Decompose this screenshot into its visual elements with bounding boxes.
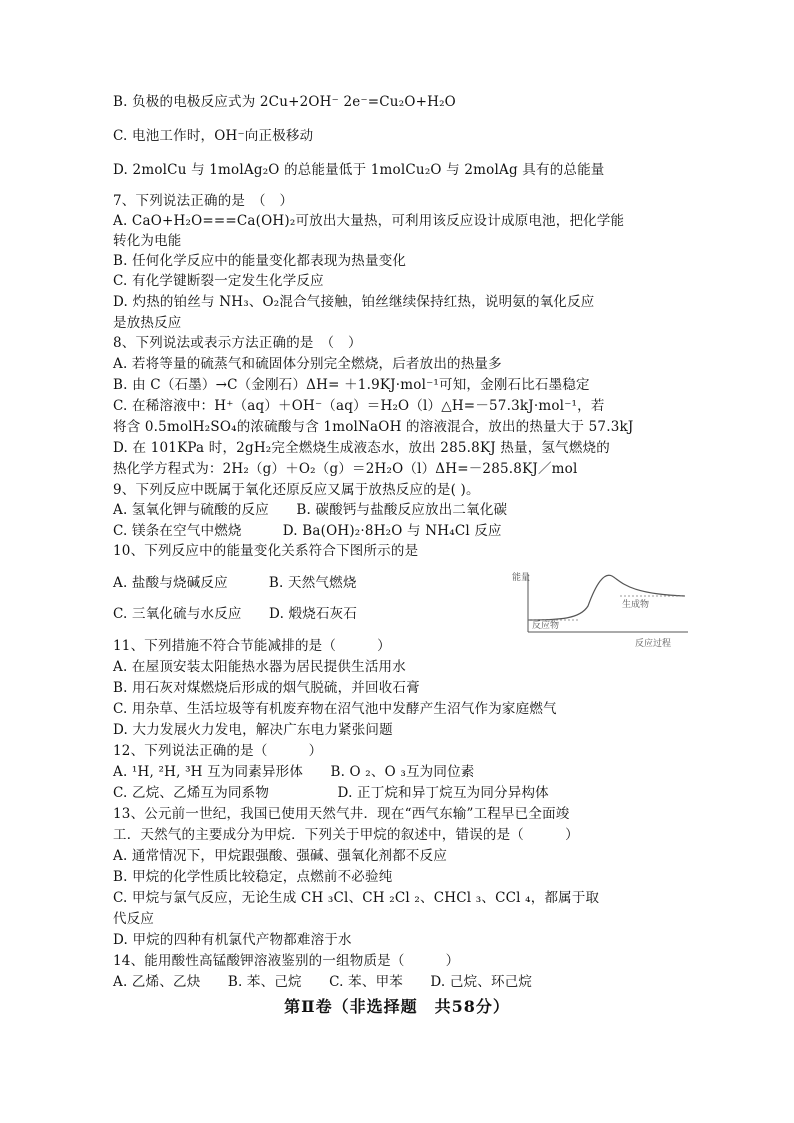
- q14-stem: 14、能用酸性高锰酸钾溶液鉴别的一组物质是（ ）: [113, 953, 460, 969]
- q14-options: A. 乙烯、乙炔 B. 苯、己烷 C. 苯、甲苯 D. 己烷、环己烷: [113, 974, 533, 990]
- q12-options-cd: C. 乙烷、乙烯互为同系物 D. 正丁烷和异丁烷互为同分异构体: [113, 785, 549, 801]
- q8-option-c-cont: 将含 0.5molH₂SO₄的浓硫酸与含 1molNaOH 的溶液混合，放出的热量大于 57.3kJ: [113, 419, 634, 435]
- q9-stem: 9、下列反应中既属于氧化还原反应又属于放热反应的是( )。: [113, 482, 480, 498]
- product-label: 生成物: [622, 600, 650, 610]
- q13-option-c: C. 甲烷与氯气反应，无论生成 CH ₃Cl、CH ₂Cl ₂、CHCl ₃、CCl ₄，都属于取: [113, 890, 600, 906]
- energy-curve: [528, 575, 685, 620]
- q9-options-ab: A. 氢氧化钾与硫酸的反应 B. 碳酸钙与盐酸反应放出二氧化碳: [113, 502, 508, 518]
- q11-option-b: B. 用石灰对煤燃烧后形成的烟气脱硫，并回收石膏: [113, 680, 420, 696]
- q7-option-a-cont: 转化为电能: [113, 233, 182, 249]
- q7-option-a: A. CaO+H₂O===Ca(OH)₂可放出大量热，可利用该反应设计成原电池，把化学能: [113, 213, 625, 229]
- q10-stem: 10、下列反应中的能量变化关系符合下图所示的是: [113, 543, 419, 559]
- q11-option-a: A. 在屋顶安装太阳能热水器为居民提供生活用水: [113, 659, 406, 675]
- q6-option-d: D. 2molCu 与 1molAg₂O 的总能量低于 1molCu₂O 与 2molAg 具有的总能量: [113, 162, 605, 178]
- q12-stem: 12、下列说法正确的是（ ）: [113, 743, 323, 759]
- q13-stem: 13、公元前一世纪，我国已使用天然气井．现在“西气东输”工程早已全面竣: [113, 806, 570, 822]
- q8-stem: 8、下列说法或表示方法正确的是 （ ）: [113, 335, 362, 351]
- q8-option-d-cont: 热化学方程式为：2H₂（g）＋O₂（g）＝2H₂O（l）ΔH=－285.8KJ／mol: [113, 461, 578, 477]
- q11-option-c: C. 用杂草、生活垃圾等有机废弃物在沼气池中发酵产生沼气作为家庭燃气: [113, 701, 557, 717]
- q13-option-c-cont: 代反应: [113, 911, 155, 927]
- q11-option-d: D. 大力发展火力发电，解决广东电力紧张问题: [113, 722, 393, 738]
- y-axis-label: 能量: [512, 573, 531, 583]
- reactant-label: 反应物: [532, 621, 560, 631]
- q13-stem-cont: 工．天然气的主要成分为甲烷．下列关于甲烷的叙述中，错误的是（ ）: [113, 827, 579, 843]
- q9-options-cd: C. 镁条在空气中燃烧 D. Ba(OH)₂·8H₂O 与 NH₄Cl 反应: [113, 523, 502, 539]
- q13-option-a: A. 通常情况下，甲烷跟强酸、强碱、强氧化剂都不反应: [113, 848, 448, 864]
- q8-option-c: C. 在稀溶液中：H⁺（aq）＋OH⁻（aq）＝H₂O（l）△H=－57.3kJ·mol⁻¹，若: [113, 398, 605, 414]
- q8-option-b: B. 由 C（石墨）→C（金刚石）ΔH= ＋1.9KJ·mol⁻¹可知，金刚石比石墨稳定: [113, 377, 590, 393]
- q7-option-c: C. 有化学键断裂一定发生化学反应: [113, 273, 324, 289]
- q6-option-b: B. 负极的电极反应式为 2Cu+2OH⁻ 2e⁻=Cu₂O+H₂O: [113, 94, 456, 110]
- q6-option-c: C. 电池工作时，OH⁻向正极移动: [113, 128, 314, 144]
- q8-option-d: D. 在 101KPa 时，2gH₂完全燃烧生成液态水，放出 285.8KJ 热量，氢气燃烧的: [113, 440, 610, 456]
- q13-option-d: D. 甲烷的四种有机氯代产物都难溶于水: [113, 932, 352, 948]
- q7-option-d-cont: 是放热反应: [113, 315, 182, 331]
- q7-option-d: D. 灼热的铂丝与 NH₃、O₂混合气接触，铂丝继续保持红热，说明氨的氧化反应: [113, 294, 595, 310]
- q13-option-b: B. 甲烷的化学性质比较稳定，点燃前不必验纯: [113, 869, 393, 885]
- q7-stem: 7、下列说法正确的是 （ ）: [113, 193, 294, 209]
- q10-options-cd: C. 三氧化硫与水反应 D. 煅烧石灰石: [113, 606, 358, 622]
- section-title: 第Ⅱ卷（非选择题 共58分）: [284, 997, 510, 1016]
- q12-options-ab: A. ¹H, ²H, ³H 互为同素异形体 B. O ₂、O ₃互为同位素: [113, 764, 475, 780]
- q10-options-ab: A. 盐酸与烧碱反应 B. 天然气燃烧: [113, 575, 357, 591]
- x-axis-label: 反应过程: [635, 639, 672, 649]
- q7-option-b: B. 任何化学反应中的能量变化都表现为热量变化: [113, 253, 407, 269]
- q11-stem: 11、下列措施不符合节能减排的是（ ）: [113, 638, 391, 654]
- q8-option-a: A. 若将等量的硫蒸气和硫固体分别完全燃烧，后者放出的热量多: [113, 356, 502, 372]
